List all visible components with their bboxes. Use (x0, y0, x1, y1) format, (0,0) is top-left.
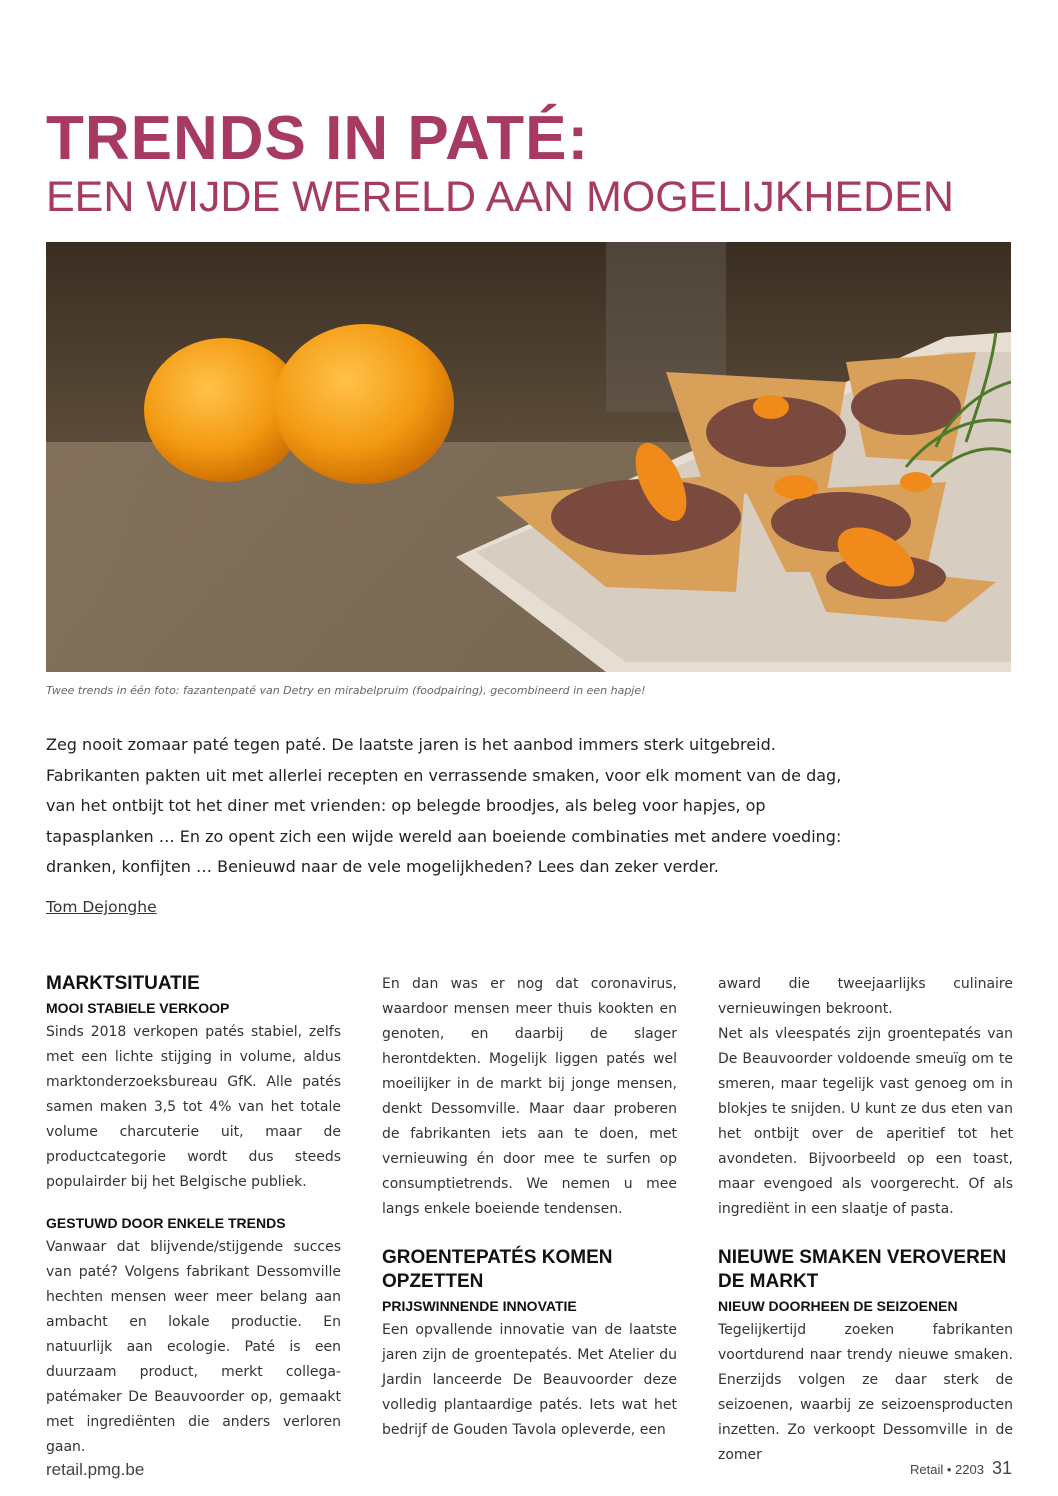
subheading-seizoenen: NIEUW DOORHEEN DE SEIZOENEN (718, 1298, 958, 1314)
column-2 (382, 972, 677, 1443)
paragraph: Een opvallende innovatie van de laatste jaren zijn de groentepatés. Met Atelier du Jardin lanceerde De Beauvoorder deze volledig plantaardige patés. Iets wat het bedrijf de Gouden Tavola opleverde, een (382, 1322, 677, 1438)
author-byline[interactable]: Tom Dejonghe (46, 898, 157, 916)
section-heading-marktsituatie: MARKTSITUATIE (46, 973, 200, 994)
subheading-stabiele-verkoop: MOOI STABIELE VERKOOP (46, 1000, 230, 1016)
column-3 (718, 972, 1013, 1468)
subheading-innovatie: PRIJSWINNENDE INNOVATIE (382, 1298, 577, 1314)
footer-page-info (910, 1458, 1012, 1479)
intro-paragraph: Zeg nooit zomaar paté tegen paté. De laatste jaren is het aanbod immers sterk uitgebreid. Fabrikanten pakten uit met allerlei recepten en verrassende smaken, voor elk moment van de dag, van het ontbijt tot het diner met vrienden: op belegde broodjes, als beleg voor hapjes, op tapasplanken … En zo opent zich een wijde wereld aan boeiende combinaties met andere voeding: dranken, konfijten … Benieuwd naar de vele mogelijkheden? Lees dan zeker verder. (46, 735, 842, 876)
page-subtitle: EEN WIJDE WERELD AAN MOGELIJKHEDEN (46, 173, 954, 221)
page-number: 31 (991, 1458, 1012, 1478)
paragraph: Sinds 2018 verkopen patés stabiel, zelfs met een lichte stijging in volume, aldus marktonderzoeksbureau GfK. Alle patés samen maken 3,5 tot 4% van het totale volume charcuterie uit, maar de productcategorie wordt dus steeds populairder bij het Belgische publiek. (46, 1024, 341, 1190)
photo-caption: Twee trends in één foto: fazantenpaté van Detry en mirabelpruim (foodpairing), gecombineerd in een hapje! (46, 684, 646, 697)
section-heading-nieuwe-smaken: NIEUWE SMAKEN VEROVEREN DE MARKT (718, 1247, 1007, 1292)
column-1 (46, 972, 341, 1460)
paragraph: Tegelijkertijd zoeken fabrikanten voortdurend naar trendy nieuwe smaken. Enerzijds volgen ze daar sterk de seizoenen, waarbij ze seizoensproducten inzetten. Zo verkoopt Dessomville in de zomer (718, 1322, 1013, 1463)
section-heading-groentepates: GROENTEPATÉS KOMEN OPZETTEN (382, 1247, 613, 1292)
paragraph: Net als vleespatés zijn groentepatés van De Beauvoorder voldoende smeuïg om te smeren, maar tegelijk vast genoeg om in blokjes te snijden. U kunt ze dus eten van het ontbijt over de aperitief tot het avondeten. Bijvoorbeeld op een toast, maar evengoed als voorgerecht. Of als ingrediënt in een slaatje of pasta. (718, 1026, 1013, 1217)
article-photo (46, 242, 1011, 672)
paragraph: En dan was er nog dat coronavirus, waardoor mensen meer thuis kookten en genoten, en daarbij de slager herontdekten. Mogelijk liggen patés wel moeilijker in de markt bij jonge mensen, denkt Dessomville. Maar daar proberen de fabrikanten iets aan te doen, met vernieuwing én door mee te surfen op consumptietrends. We nemen u mee langs enkele boeiende tendensen. (382, 976, 677, 1217)
subheading-trends: GESTUWD DOOR ENKELE TRENDS (46, 1215, 286, 1231)
footer-site-link[interactable]: retail.pmg.be (46, 1460, 145, 1479)
paragraph: award die tweejaarlijks culinaire vernieuwingen bekroont. (718, 976, 1013, 1017)
magazine-issue: Retail • 2203 (910, 1462, 984, 1477)
page-title: TRENDS IN PATÉ: (46, 104, 590, 173)
paragraph: Vanwaar dat blijvende/stijgende succes van paté? Volgens fabrikant Dessomville hechten mensen weer meer belang aan ambacht en lokale productie. En natuurlijk aan ecologie. Paté is een duurzaam product, merkt collega-patémaker De Beauvoorder op, gemaakt met ingrediënten die anders verloren gaan. (46, 1239, 341, 1455)
